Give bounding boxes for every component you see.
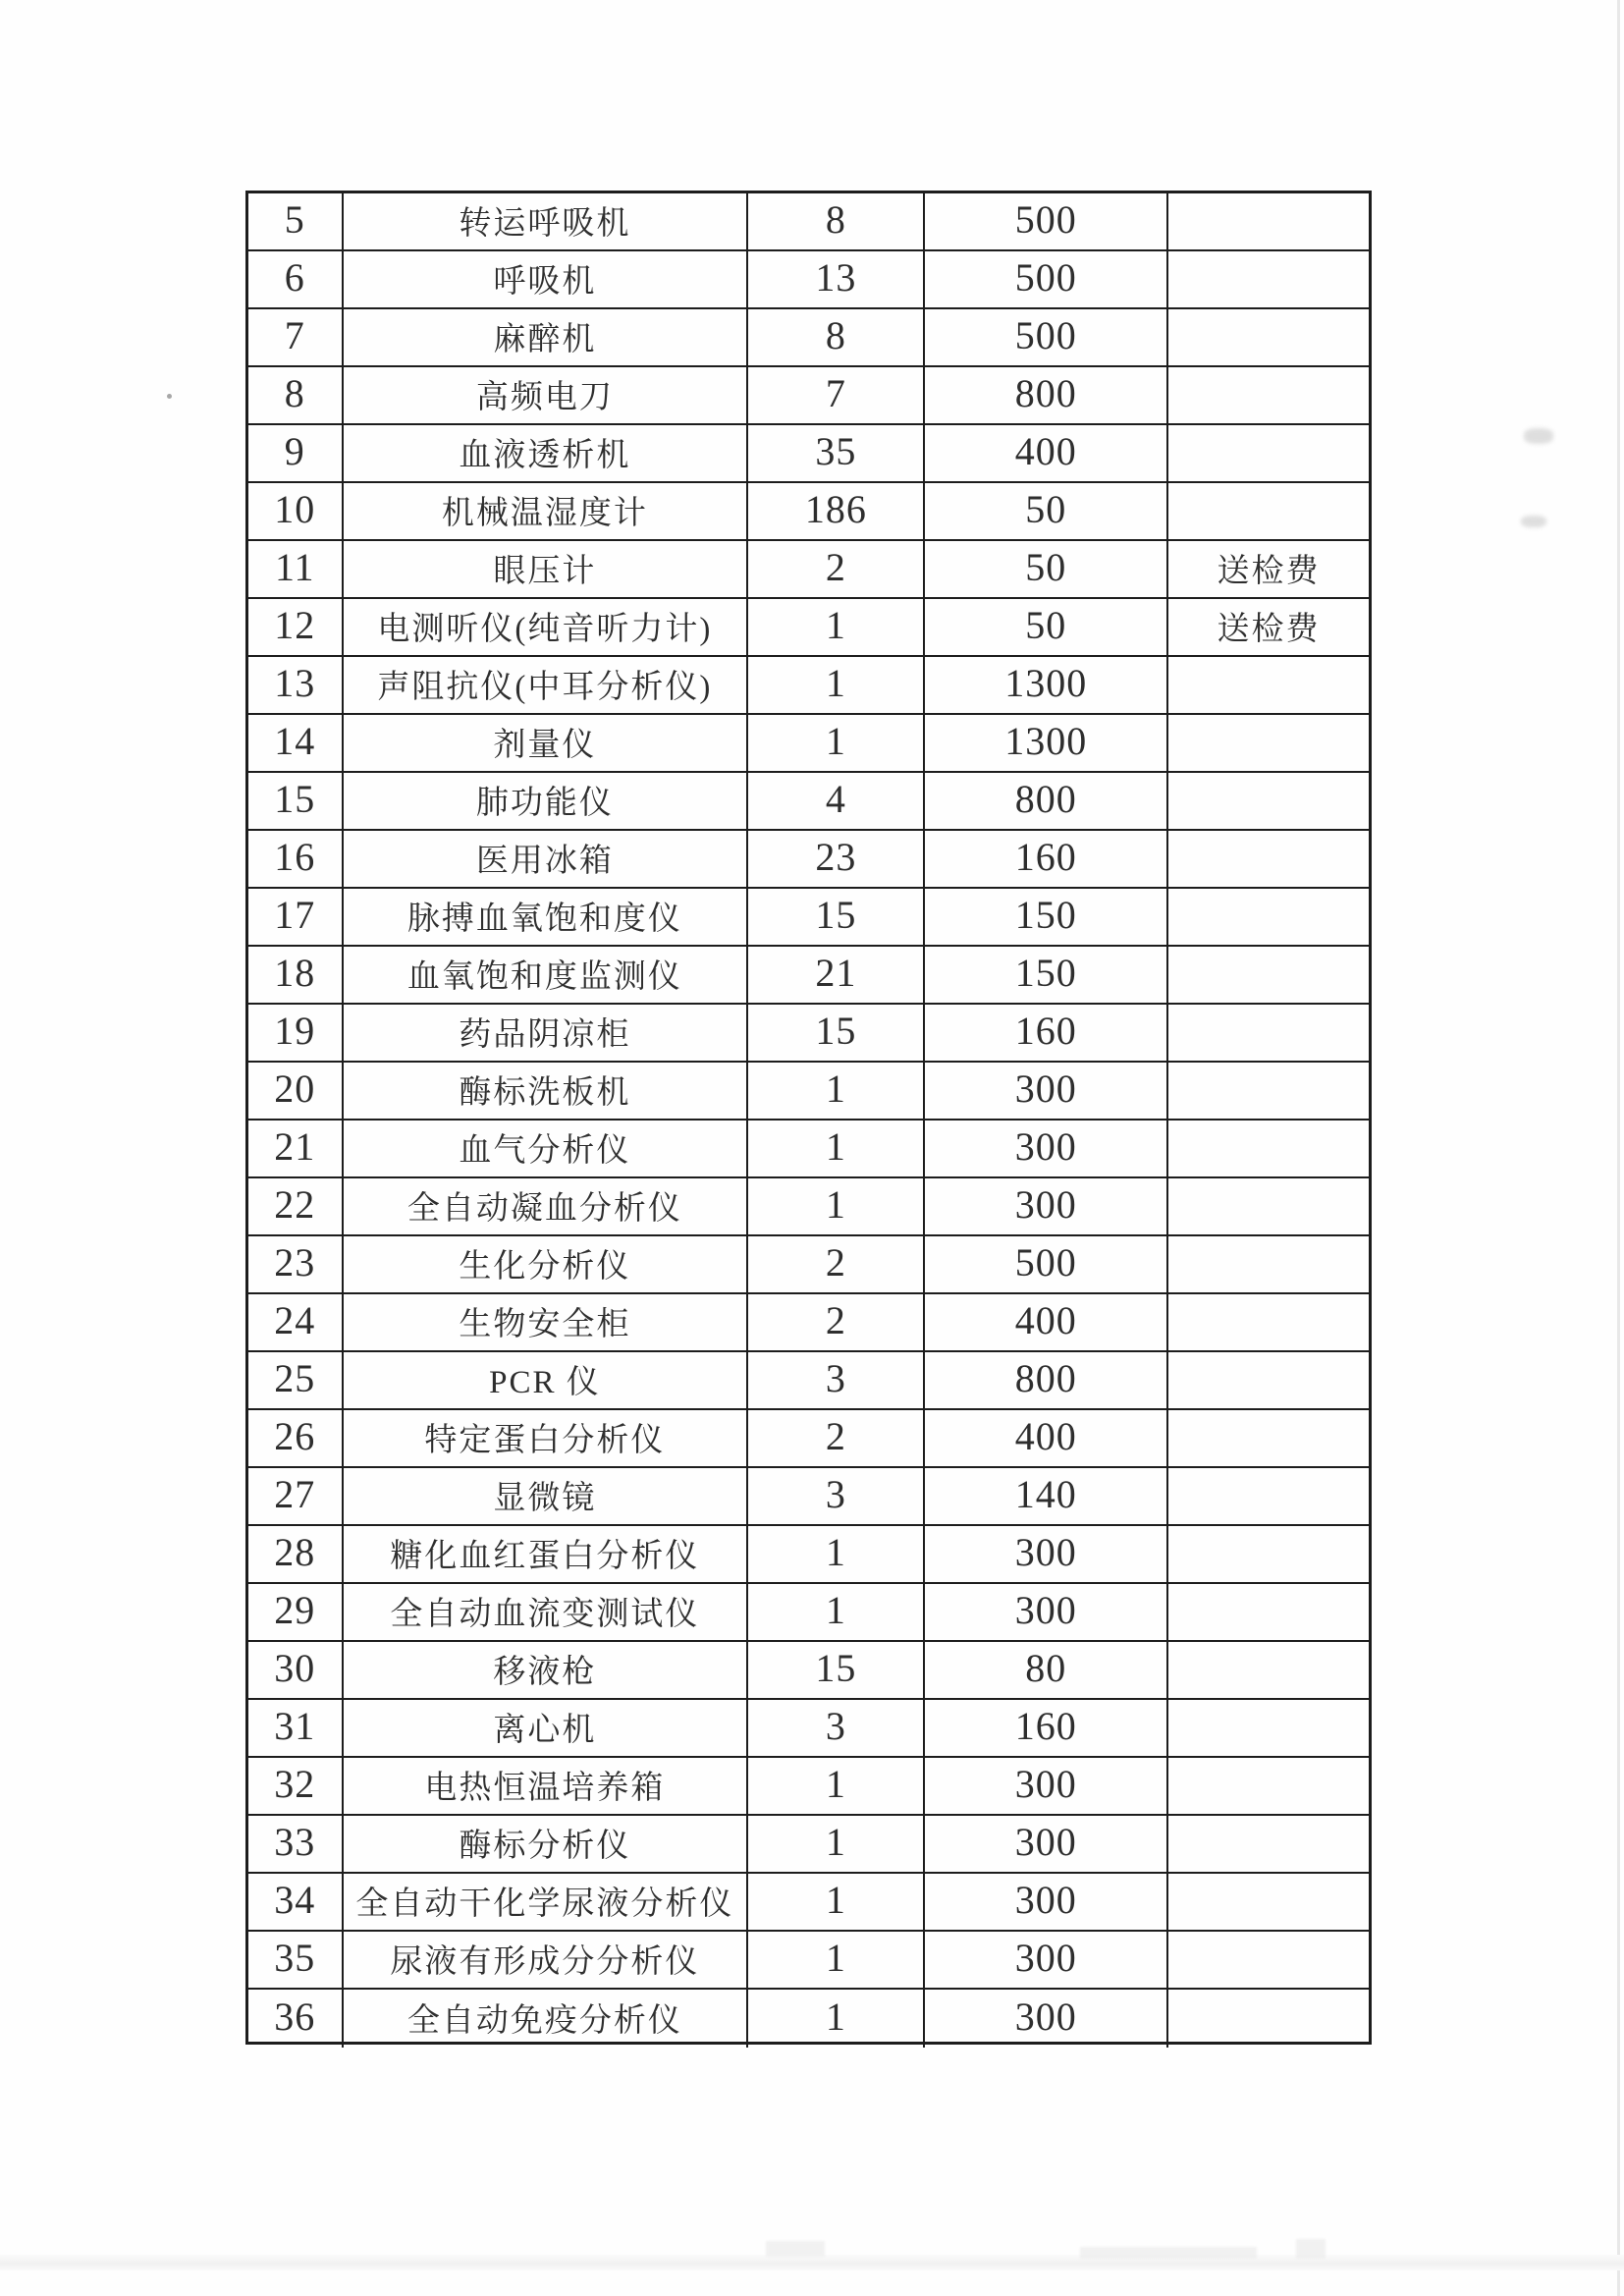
cell-note — [1168, 1121, 1369, 1176]
cell-row-number: 24 — [248, 1294, 344, 1350]
table-row — [248, 1584, 1369, 1642]
cell-quantity: 8 — [748, 309, 925, 365]
cell-row-number: 7 — [248, 309, 344, 365]
table-row — [248, 367, 1369, 425]
cell-quantity: 3 — [748, 1700, 925, 1756]
cell-equipment-name: 肺功能仪 — [344, 773, 749, 829]
table-row — [248, 947, 1369, 1005]
cell-price: 160 — [925, 1700, 1168, 1756]
cell-note — [1168, 1236, 1369, 1292]
cell-quantity: 1 — [748, 1584, 925, 1640]
cell-price: 150 — [925, 947, 1168, 1003]
table-row — [248, 1700, 1369, 1758]
cell-quantity: 23 — [748, 831, 925, 887]
cell-quantity: 1 — [748, 1526, 925, 1582]
cell-note — [1168, 1178, 1369, 1234]
cell-row-number: 22 — [248, 1178, 344, 1234]
cell-equipment-name: 酶标洗板机 — [344, 1063, 749, 1119]
table-row — [248, 251, 1369, 309]
cell-quantity: 2 — [748, 1294, 925, 1350]
table-row — [248, 1352, 1369, 1410]
table-row — [248, 599, 1369, 657]
cell-row-number: 6 — [248, 251, 344, 307]
scan-noise-patch-artifact — [1080, 2247, 1257, 2259]
cell-price: 800 — [925, 1352, 1168, 1408]
cell-price: 300 — [925, 1758, 1168, 1814]
cell-quantity: 1 — [748, 657, 925, 713]
table-row — [248, 1178, 1369, 1236]
scan-noise-patch-artifact — [766, 2241, 825, 2257]
cell-row-number: 5 — [248, 193, 344, 249]
cell-price: 300 — [925, 1874, 1168, 1930]
cell-note — [1168, 309, 1369, 365]
cell-quantity: 8 — [748, 193, 925, 249]
cell-row-number: 31 — [248, 1700, 344, 1756]
cell-row-number: 21 — [248, 1121, 344, 1176]
cell-quantity: 2 — [748, 1410, 925, 1466]
cell-quantity: 1 — [748, 1063, 925, 1119]
cell-price: 500 — [925, 193, 1168, 249]
cell-equipment-name: 医用冰箱 — [344, 831, 749, 887]
cell-price: 400 — [925, 1294, 1168, 1350]
cell-quantity: 2 — [748, 541, 925, 597]
cell-note — [1168, 1700, 1369, 1756]
cell-row-number: 25 — [248, 1352, 344, 1408]
cell-note — [1168, 773, 1369, 829]
cell-row-number: 28 — [248, 1526, 344, 1582]
cell-quantity: 2 — [748, 1236, 925, 1292]
cell-note — [1168, 193, 1369, 249]
cell-equipment-name: 生物安全柜 — [344, 1294, 749, 1350]
cell-quantity: 13 — [748, 251, 925, 307]
cell-row-number: 9 — [248, 425, 344, 481]
table-row — [248, 1816, 1369, 1874]
cell-price: 400 — [925, 1410, 1168, 1466]
cell-note — [1168, 1468, 1369, 1524]
table-row — [248, 1005, 1369, 1063]
cell-note — [1168, 715, 1369, 771]
table-row — [248, 541, 1369, 599]
table-row — [248, 1410, 1369, 1468]
cell-note — [1168, 1874, 1369, 1930]
cell-note: 送检费 — [1217, 554, 1321, 589]
cell-note: 送检费 — [1217, 612, 1321, 647]
table-row — [248, 1642, 1369, 1700]
cell-row-number: 19 — [248, 1005, 344, 1061]
cell-equipment-name: 药品阴凉柜 — [344, 1005, 749, 1061]
table-row — [248, 831, 1369, 889]
cell-row-number: 16 — [248, 831, 344, 887]
cell-quantity: 1 — [748, 1121, 925, 1176]
cell-quantity: 21 — [748, 947, 925, 1003]
cell-price: 50 — [925, 599, 1168, 655]
cell-note — [1168, 1410, 1369, 1466]
cell-row-number: 13 — [248, 657, 344, 713]
cell-note — [1168, 947, 1369, 1003]
cell-note — [1168, 1990, 1369, 2048]
equipment-table — [245, 191, 1372, 2045]
cell-price: 500 — [925, 251, 1168, 307]
scan-smudge-artifact — [1524, 428, 1553, 444]
cell-quantity: 15 — [748, 1005, 925, 1061]
table-row — [248, 425, 1369, 483]
cell-price: 300 — [925, 1584, 1168, 1640]
scan-noise-patch-artifact — [1296, 2239, 1326, 2259]
cell-note — [1168, 1932, 1369, 1988]
cell-row-number: 15 — [248, 773, 344, 829]
table-row — [248, 1990, 1369, 2048]
cell-note — [1168, 1294, 1369, 1350]
scan-smudge-artifact — [1521, 516, 1546, 527]
cell-note — [1168, 1816, 1369, 1872]
table-row — [248, 309, 1369, 367]
cell-price: 80 — [925, 1642, 1168, 1698]
cell-quantity: 1 — [748, 1874, 925, 1930]
cell-price: 1300 — [925, 657, 1168, 713]
cell-quantity: 35 — [748, 425, 925, 481]
cell-quantity: 15 — [748, 889, 925, 945]
table-row — [248, 1063, 1369, 1121]
cell-equipment-name: 移液枪 — [344, 1642, 749, 1698]
table-row — [248, 1932, 1369, 1990]
cell-price: 150 — [925, 889, 1168, 945]
cell-quantity: 186 — [748, 483, 925, 539]
cell-quantity: 1 — [748, 1990, 925, 2048]
cell-row-number: 27 — [248, 1468, 344, 1524]
cell-row-number: 35 — [248, 1932, 344, 1988]
cell-price: 300 — [925, 1990, 1168, 2048]
scan-edge-line-artifact — [1617, 0, 1620, 2296]
cell-row-number: 8 — [248, 367, 344, 423]
cell-equipment-name: 机械温湿度计 — [344, 483, 749, 539]
cell-price: 300 — [925, 1178, 1168, 1234]
scan-noise-band-artifact — [0, 2255, 1624, 2270]
cell-row-number: 12 — [248, 599, 344, 655]
cell-equipment-name: 尿液有形成分分析仪 — [344, 1932, 749, 1988]
cell-note — [1168, 251, 1369, 307]
cell-quantity: 1 — [748, 599, 925, 655]
cell-note — [1168, 1758, 1369, 1814]
cell-price: 160 — [925, 831, 1168, 887]
cell-price: 50 — [925, 483, 1168, 539]
cell-price: 140 — [925, 1468, 1168, 1524]
table-row — [248, 193, 1369, 251]
cell-equipment-name: 酶标分析仪 — [344, 1816, 749, 1872]
table-row — [248, 1874, 1369, 1932]
cell-note — [1168, 831, 1369, 887]
cell-price: 50 — [925, 541, 1168, 597]
cell-equipment-name: 显微镜 — [344, 1468, 749, 1524]
cell-row-number: 30 — [248, 1642, 344, 1698]
cell-price: 300 — [925, 1816, 1168, 1872]
table-row — [248, 889, 1369, 947]
cell-equipment-name: 高频电刀 — [344, 367, 749, 423]
cell-quantity: 3 — [748, 1352, 925, 1408]
cell-equipment-name: PCR 仪 — [344, 1352, 749, 1408]
cell-equipment-name: 电热恒温培养箱 — [344, 1758, 749, 1814]
cell-price: 300 — [925, 1063, 1168, 1119]
cell-note — [1168, 657, 1369, 713]
table-row — [248, 1121, 1369, 1178]
table-row — [248, 657, 1369, 715]
table-row — [248, 773, 1369, 831]
cell-row-number: 10 — [248, 483, 344, 539]
cell-equipment-name: 眼压计 — [344, 541, 749, 597]
cell-price: 160 — [925, 1005, 1168, 1061]
table-row — [248, 483, 1369, 541]
cell-quantity: 1 — [748, 1178, 925, 1234]
cell-price: 800 — [925, 367, 1168, 423]
cell-equipment-name: 血气分析仪 — [344, 1121, 749, 1176]
cell-quantity: 1 — [748, 1932, 925, 1988]
cell-equipment-name: 糖化血红蛋白分析仪 — [344, 1526, 749, 1582]
cell-quantity: 4 — [748, 773, 925, 829]
cell-row-number: 17 — [248, 889, 344, 945]
cell-note — [1168, 1005, 1369, 1061]
cell-row-number: 14 — [248, 715, 344, 771]
table-row — [248, 715, 1369, 773]
cell-note — [1168, 483, 1369, 539]
ink-speck-artifact — [167, 394, 172, 399]
cell-row-number: 29 — [248, 1584, 344, 1640]
cell-row-number: 26 — [248, 1410, 344, 1466]
cell-quantity: 15 — [748, 1642, 925, 1698]
cell-equipment-name: 声阻抗仪(中耳分析仪) — [344, 657, 749, 713]
cell-row-number: 33 — [248, 1816, 344, 1872]
cell-note — [1168, 1642, 1369, 1698]
cell-note — [1168, 1526, 1369, 1582]
cell-quantity: 1 — [748, 1758, 925, 1814]
cell-row-number: 34 — [248, 1874, 344, 1930]
cell-note — [1168, 1063, 1369, 1119]
cell-equipment-name: 脉搏血氧饱和度仪 — [344, 889, 749, 945]
cell-note — [1168, 1584, 1369, 1640]
cell-note — [1168, 425, 1369, 481]
cell-row-number: 23 — [248, 1236, 344, 1292]
table-row — [248, 1526, 1369, 1584]
cell-row-number: 20 — [248, 1063, 344, 1119]
cell-row-number: 36 — [248, 1990, 344, 2048]
table-row — [248, 1294, 1369, 1352]
cell-equipment-name: 离心机 — [344, 1700, 749, 1756]
cell-equipment-name: 剂量仪 — [344, 715, 749, 771]
cell-quantity: 1 — [748, 1816, 925, 1872]
cell-equipment-name: 特定蛋白分析仪 — [344, 1410, 749, 1466]
cell-price: 800 — [925, 773, 1168, 829]
cell-price: 500 — [925, 1236, 1168, 1292]
cell-equipment-name: 血液透析机 — [344, 425, 749, 481]
cell-row-number: 11 — [248, 541, 344, 597]
cell-price: 500 — [925, 309, 1168, 365]
cell-price: 300 — [925, 1932, 1168, 1988]
cell-row-number: 32 — [248, 1758, 344, 1814]
cell-note — [1168, 367, 1369, 423]
table-row — [248, 1758, 1369, 1816]
table-row — [248, 1236, 1369, 1294]
cell-equipment-name: 生化分析仪 — [344, 1236, 749, 1292]
cell-equipment-name: 全自动凝血分析仪 — [344, 1178, 749, 1234]
cell-equipment-name: 全自动干化学尿液分析仪 — [344, 1874, 749, 1930]
cell-equipment-name: 呼吸机 — [344, 251, 749, 307]
cell-equipment-name: 麻醉机 — [344, 309, 749, 365]
cell-equipment-name: 血氧饱和度监测仪 — [344, 947, 749, 1003]
table-row — [248, 1468, 1369, 1526]
cell-equipment-name: 转运呼吸机 — [344, 193, 749, 249]
cell-note — [1168, 1352, 1369, 1408]
cell-quantity: 3 — [748, 1468, 925, 1524]
cell-note — [1168, 889, 1369, 945]
cell-price: 300 — [925, 1121, 1168, 1176]
cell-quantity: 7 — [748, 367, 925, 423]
cell-equipment-name: 电测听仪(纯音听力计) — [344, 599, 749, 655]
cell-equipment-name: 全自动血流变测试仪 — [344, 1584, 749, 1640]
cell-price: 1300 — [925, 715, 1168, 771]
cell-row-number: 18 — [248, 947, 344, 1003]
cell-price: 400 — [925, 425, 1168, 481]
cell-price: 300 — [925, 1526, 1168, 1582]
cell-equipment-name: 全自动免疫分析仪 — [344, 1990, 749, 2048]
cell-quantity: 1 — [748, 715, 925, 771]
